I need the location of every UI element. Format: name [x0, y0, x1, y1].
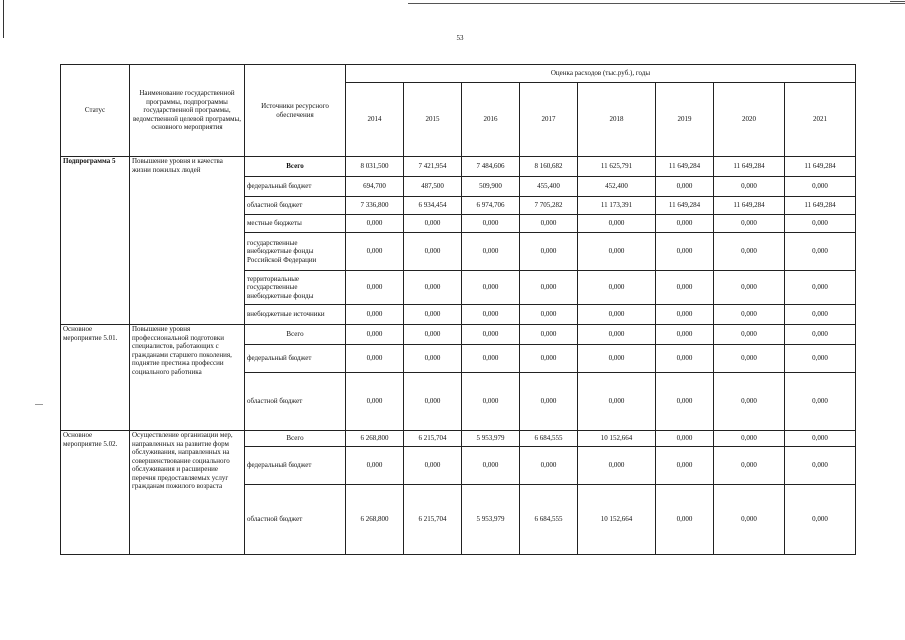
value-cell: 0,000: [520, 215, 578, 233]
value-cell: 0,000: [714, 373, 785, 431]
value-cell: 0,000: [404, 271, 462, 305]
value-cell: 0,000: [785, 485, 856, 555]
value-cell: 0,000: [714, 485, 785, 555]
value-cell: 0,000: [714, 271, 785, 305]
value-cell: 0,000: [785, 345, 856, 373]
value-cell: 10 152,664: [578, 485, 656, 555]
value-cell: 0,000: [656, 305, 714, 325]
year-header: 2014: [346, 83, 404, 157]
value-cell: 11 649,284: [714, 157, 785, 177]
value-cell: 0,000: [346, 305, 404, 325]
header-estimate: Оценка расходов (тыс.руб.), годы: [346, 65, 856, 83]
value-cell: 0,000: [714, 177, 785, 197]
value-cell: 0,000: [656, 325, 714, 345]
source-cell: областной бюджет: [245, 485, 346, 555]
source-cell: внебюджетные источники: [245, 305, 346, 325]
value-cell: 0,000: [346, 215, 404, 233]
value-cell: 0,000: [656, 447, 714, 485]
value-cell: 0,000: [785, 233, 856, 271]
source-cell: федеральный бюджет: [245, 177, 346, 197]
value-cell: 0,000: [462, 271, 520, 305]
margin-tick: [35, 404, 43, 405]
value-cell: 0,000: [520, 325, 578, 345]
value-cell: 11 649,284: [785, 197, 856, 215]
source-cell: областной бюджет: [245, 373, 346, 431]
value-cell: 0,000: [346, 447, 404, 485]
value-cell: 694,700: [346, 177, 404, 197]
value-cell: 455,400: [520, 177, 578, 197]
value-cell: 5 953,979: [462, 431, 520, 447]
value-cell: 6 684,555: [520, 431, 578, 447]
value-cell: 0,000: [404, 305, 462, 325]
value-cell: 8 031,500: [346, 157, 404, 177]
value-cell: 0,000: [785, 431, 856, 447]
year-header: 2017: [520, 83, 578, 157]
source-cell: местные бюджеты: [245, 215, 346, 233]
value-cell: 0,000: [462, 233, 520, 271]
value-cell: 509,900: [462, 177, 520, 197]
value-cell: 0,000: [462, 373, 520, 431]
value-cell: 0,000: [785, 447, 856, 485]
source-cell: федеральный бюджет: [245, 447, 346, 485]
value-cell: 0,000: [656, 431, 714, 447]
value-cell: 0,000: [578, 447, 656, 485]
value-cell: 6 215,704: [404, 431, 462, 447]
top-border-line: [408, 3, 905, 4]
value-cell: 5 953,979: [462, 485, 520, 555]
source-cell: Всего: [245, 431, 346, 447]
value-cell: 0,000: [462, 447, 520, 485]
value-cell: 0,000: [714, 325, 785, 345]
value-cell: 0,000: [714, 215, 785, 233]
source-cell: государственные внебюджетные фонды Российской Федерации: [245, 233, 346, 271]
table-row: [61, 431, 856, 447]
value-cell: 487,500: [404, 177, 462, 197]
value-cell: 0,000: [578, 233, 656, 271]
value-cell: 0,000: [785, 325, 856, 345]
value-cell: 0,000: [714, 345, 785, 373]
value-cell: 0,000: [404, 373, 462, 431]
value-cell: 11 649,284: [714, 197, 785, 215]
value-cell: 0,000: [462, 325, 520, 345]
value-cell: 0,000: [656, 345, 714, 373]
value-cell: 7 484,606: [462, 157, 520, 177]
value-cell: 0,000: [520, 447, 578, 485]
value-cell: 0,000: [520, 373, 578, 431]
header-name: Наименование государственной программы, подпрограммы государственной программы, ведомственной целевой программы, основного мероприятия: [130, 65, 245, 157]
value-cell: 0,000: [520, 233, 578, 271]
value-cell: 0,000: [404, 233, 462, 271]
value-cell: 0,000: [656, 271, 714, 305]
value-cell: 0,000: [578, 215, 656, 233]
year-header: 2019: [656, 83, 714, 157]
source-cell: Всего: [245, 157, 346, 177]
value-cell: 6 268,800: [346, 485, 404, 555]
value-cell: 0,000: [520, 305, 578, 325]
value-cell: 0,000: [656, 233, 714, 271]
year-header: 2021: [785, 83, 856, 157]
value-cell: 0,000: [656, 485, 714, 555]
budget-table: [60, 64, 856, 555]
status-cell: Подпрограмма 5: [61, 157, 130, 325]
value-cell: 11 173,391: [578, 197, 656, 215]
value-cell: 7 705,282: [520, 197, 578, 215]
source-cell: территориальные государственные внебюджетные фонды: [245, 271, 346, 305]
value-cell: 0,000: [785, 177, 856, 197]
value-cell: 0,000: [785, 271, 856, 305]
value-cell: 0,000: [346, 233, 404, 271]
status-cell: Основное мероприятие 5.02.: [61, 431, 130, 555]
value-cell: 0,000: [578, 373, 656, 431]
value-cell: 0,000: [404, 345, 462, 373]
value-cell: 8 160,682: [520, 157, 578, 177]
source-cell: федеральный бюджет: [245, 345, 346, 373]
header-sources: Источники ресурсного обеспечения: [245, 65, 346, 157]
value-cell: 0,000: [346, 345, 404, 373]
value-cell: 7 421,954: [404, 157, 462, 177]
year-header: 2016: [462, 83, 520, 157]
year-header: 2015: [404, 83, 462, 157]
value-cell: 0,000: [520, 345, 578, 373]
table-row: [61, 157, 856, 177]
value-cell: 0,000: [404, 215, 462, 233]
value-cell: 7 336,800: [346, 197, 404, 215]
value-cell: 6 974,706: [462, 197, 520, 215]
program-name-cell: Повышение уровня и качества жизни пожилых людей: [130, 157, 245, 325]
value-cell: 0,000: [578, 271, 656, 305]
value-cell: 0,000: [578, 325, 656, 345]
value-cell: 6 934,454: [404, 197, 462, 215]
value-cell: 0,000: [656, 177, 714, 197]
value-cell: 0,000: [656, 373, 714, 431]
value-cell: 0,000: [462, 345, 520, 373]
left-margin-line: [3, 0, 4, 38]
value-cell: 11 649,284: [656, 197, 714, 215]
header-status: Статус: [61, 65, 130, 157]
top-border-line-right: [890, 1, 905, 2]
value-cell: 452,400: [578, 177, 656, 197]
source-cell: Всего: [245, 325, 346, 345]
value-cell: 0,000: [462, 215, 520, 233]
value-cell: 10 152,664: [578, 431, 656, 447]
value-cell: 6 215,704: [404, 485, 462, 555]
value-cell: 11 649,284: [656, 157, 714, 177]
value-cell: 0,000: [346, 373, 404, 431]
page-number: 53: [456, 34, 464, 42]
value-cell: 0,000: [346, 325, 404, 345]
value-cell: 6 684,555: [520, 485, 578, 555]
value-cell: 0,000: [520, 271, 578, 305]
status-cell: Основное мероприятие 5.01.: [61, 325, 130, 431]
value-cell: 11 649,284: [785, 157, 856, 177]
program-name-cell: Повышение уровня профессиональной подготовки специалистов, работающих с гражданами старшего поколения, поднятие престижа профессии социального работника: [130, 325, 245, 431]
year-header: 2018: [578, 83, 656, 157]
value-cell: 0,000: [404, 447, 462, 485]
value-cell: 0,000: [714, 447, 785, 485]
value-cell: 0,000: [785, 305, 856, 325]
source-cell: областной бюджет: [245, 197, 346, 215]
table-row: [61, 325, 856, 345]
value-cell: 0,000: [404, 325, 462, 345]
value-cell: 0,000: [578, 345, 656, 373]
value-cell: 0,000: [714, 233, 785, 271]
value-cell: 0,000: [578, 305, 656, 325]
value-cell: 0,000: [785, 373, 856, 431]
value-cell: 0,000: [714, 431, 785, 447]
value-cell: 0,000: [656, 215, 714, 233]
value-cell: 11 625,791: [578, 157, 656, 177]
value-cell: 0,000: [346, 271, 404, 305]
value-cell: 0,000: [714, 305, 785, 325]
year-header: 2020: [714, 83, 785, 157]
value-cell: 0,000: [785, 215, 856, 233]
value-cell: 6 268,800: [346, 431, 404, 447]
value-cell: 0,000: [462, 305, 520, 325]
program-name-cell: Осуществление организации мер, направленных на развитие форм обслуживания, направленных на совершенствование социального обслуживания и расширение перечня предоставляемых услуг гражданам пожилого возраста: [130, 431, 245, 555]
